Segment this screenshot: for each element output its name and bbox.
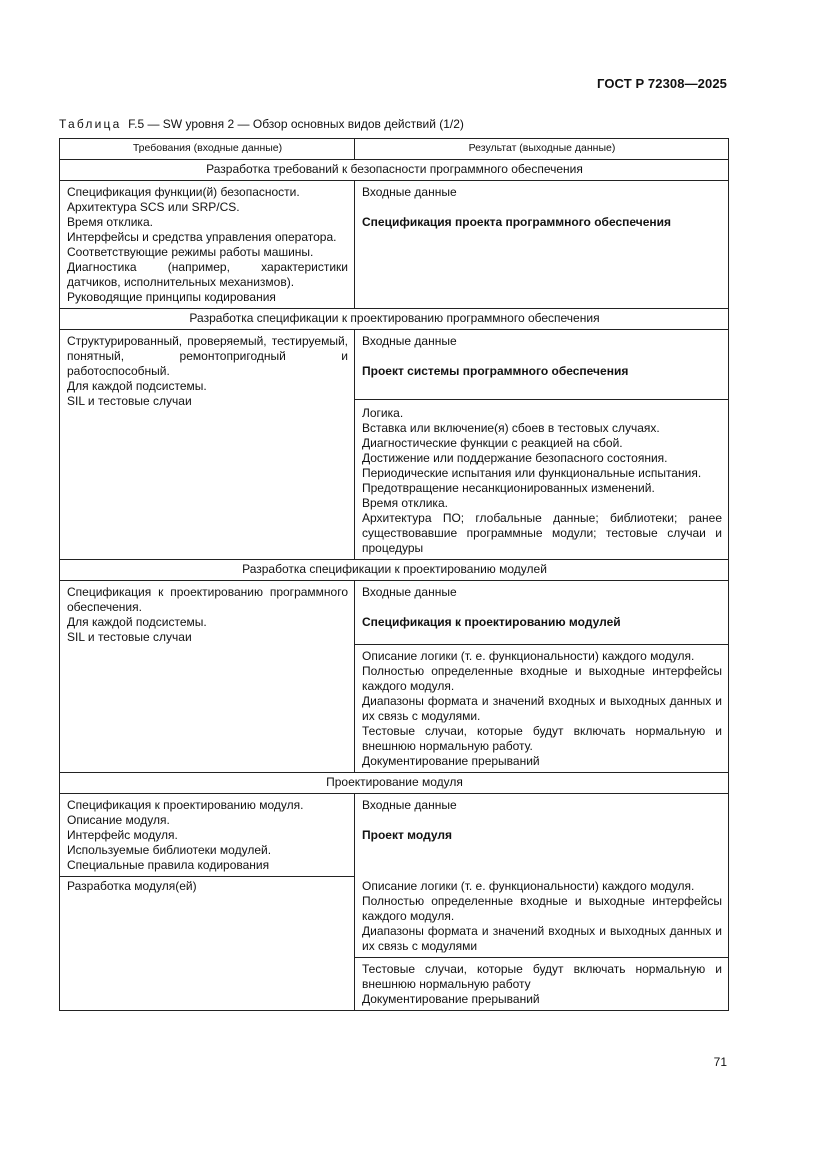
inputs-cell [60,581,355,773]
list-item: Интерфейс модуля. [67,828,178,842]
header-outputs: Результат (выходные данные) [355,139,729,160]
inputs-cell [60,794,355,877]
result-label: Спецификация проекта программного обеспечения [362,215,672,229]
list-item: Диагностические функции с реакцией на сбой. [362,436,623,450]
list-item: Структурированный, проверяемый, тестируемый, понятный, ремонтопригодный и работоспособный. [67,334,348,378]
list-item: Используемые библиотеки модулей. [67,843,272,857]
outputs-list-cell [355,400,729,560]
list-item: Вставка или включение(я) сбоев в тестовых случаях. [362,421,660,435]
outputs-cell [355,330,729,400]
list-item: Соответствующие режимы работы машины. [67,245,314,259]
caption-text: F.5 — SW уровня 2 — Обзор основных видов действий (1/2) [128,117,464,131]
table-row [60,181,729,309]
result-label: Проект системы программного обеспечения [362,364,629,378]
list-item: Описание логики (т. е. функциональности) каждого модуля. [362,649,695,663]
input-data-label: Входные данные [362,334,457,348]
table-header-row [60,139,729,160]
list-item: Диапазоны формата и значений входных и выходных данных и их связь с модулями [362,923,722,953]
standard-designation: ГОСТ Р 72308—2025 [597,76,727,91]
outputs-cell [355,181,729,309]
list-item: SIL и тестовые случаи [67,630,192,644]
list-item: Время отклика. [362,496,448,510]
list-item: Описание модуля. [67,813,170,827]
list-item: Тестовые случаи, которые будут включать нормальную и внешнюю нормальную работу. [362,724,722,753]
list-item: Логика. [362,406,404,420]
input-data-label: Входные данные [362,185,457,199]
section-title-1: Разработка требований к безопасности программного обеспечения [60,160,729,181]
list-item: Полностью определенные входные и выходные интерфейсы каждого модуля. [362,664,722,693]
list-item: Диапазоны формата и значений входных и выходных данных и их связь с модулями. [362,694,722,723]
input-data-label: Входные данные [362,585,457,599]
section-row [60,160,729,181]
table-row [60,330,729,400]
table-row [60,581,729,645]
table-caption [59,117,464,131]
section-row [60,560,729,581]
outputs-list-cell [355,645,729,773]
activities-table [59,138,729,1011]
list-item: Спецификация функции(й) безопасности. [67,185,300,199]
inputs-cell [60,181,355,309]
section-title-4: Проектирование модуля [60,773,729,794]
header-inputs: Требования (входные данные) [60,139,355,160]
outputs-cell [355,794,729,877]
table-row [60,794,729,877]
list-item: Интерфейсы и средства управления оператора. [67,230,337,244]
outputs-list-cell [355,877,729,958]
list-item: Для каждой подсистемы. [67,615,207,629]
page-number: 71 [713,1055,727,1069]
list-item: Описание логики (т. е. функциональности) каждого модуля. [362,878,695,893]
table-row [60,877,729,958]
outputs-cell [355,581,729,645]
list-item: Спецификация к проектированию модуля. [67,798,304,812]
list-item: Документирование прерываний [362,754,540,768]
list-item: Предотвращение несанкционированных изменений. [362,481,655,495]
caption-label: Таблица [59,117,122,131]
module-development-label: Разработка модуля(ей) [67,879,197,893]
list-item: Полностью определенные входные и выходные интерфейсы каждого модуля. [362,893,722,923]
section-row [60,309,729,330]
result-label: Спецификация к проектированию модулей [362,615,621,629]
input-data-label: Входные данные [362,798,457,812]
list-item: Руководящие принципы кодирования [67,290,276,304]
list-item: Периодические испытания или функциональные испытания. [362,466,702,480]
list-item: Архитектура ПО; глобальные данные; библиотеки; ранее существовавшие программные модули; тестовые случаи и процедуры [362,511,722,555]
list-item: Достижение или поддержание безопасного состояния. [362,451,668,465]
section-title-2: Разработка спецификации к проектированию программного обеспечения [60,309,729,330]
outputs-list-cell [355,957,729,1010]
list-item: Тестовые случаи, которые будут включать нормальную и внешнюю нормальную работу [362,961,722,991]
list-item: Документирование прерываний [362,991,540,1006]
list-item: Диагностика (например, характеристики датчиков, исполнительных механизмов). [67,260,348,289]
list-item: Архитектура SCS или SRP/CS. [67,200,240,214]
list-item: SIL и тестовые случаи [67,394,192,408]
list-item: Время отклика. [67,215,153,229]
list-item: Для каждой подсистемы. [67,379,207,393]
inputs-cell [60,877,355,1011]
list-item: Спецификация к проектированию программного обеспечения. [67,585,348,614]
result-label: Проект модуля [362,828,452,842]
list-item: Специальные правила кодирования [67,858,270,872]
inputs-cell [60,330,355,560]
section-title-3: Разработка спецификации к проектированию модулей [60,560,729,581]
section-row [60,773,729,794]
